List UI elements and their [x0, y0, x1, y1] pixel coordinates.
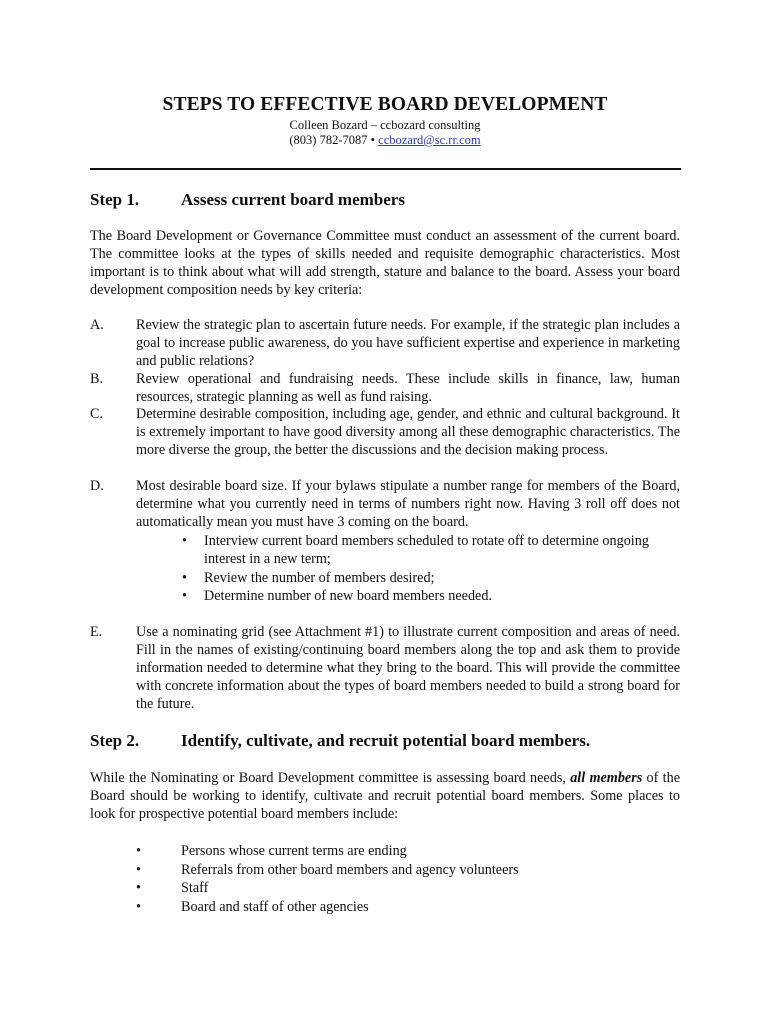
phone-number: (803) 782-7087	[289, 133, 368, 147]
bullet-icon: •	[136, 843, 141, 859]
step2-intro-before: While the Nominating or Board Development committee is assessing board needs,	[90, 770, 571, 786]
prospect-source-text: Referrals from other board members and agency volunteers	[181, 862, 519, 878]
criteria-marker: E.	[90, 624, 103, 640]
criteria-text: Determine desirable composition, including age, gender, and ethnic and cultural background. It is extremely important to have good diversity among all these demographic characteristics. The more diverse the group, the better the discussions and the decision making process.	[136, 406, 680, 458]
criteria-marker: B.	[90, 371, 104, 387]
bullet-icon: •	[182, 588, 187, 604]
criteria-marker: A.	[90, 317, 104, 333]
criteria-item-d	[90, 477, 680, 531]
prospect-source-item	[136, 898, 636, 916]
step2-heading: Identify, cultivate, and recruit potential board members.	[181, 731, 591, 750]
emphasis-text: all members	[570, 770, 643, 786]
step1-intro: The Board Development or Governance Committee must conduct an assessment of the current board. The committee looks at the types of skills needed and requisite demographic characteristics. Most important is to think about what will add strength, stature and balance to the board. Assess your board development composition needs by key criteria:	[90, 228, 680, 298]
separator-bullet: •	[370, 133, 376, 147]
step1-number: Step 1.	[90, 190, 140, 209]
document-title: STEPS TO EFFECTIVE BOARD DEVELOPMENT	[162, 94, 608, 115]
criteria-item-c	[90, 405, 680, 459]
criteria-marker: C.	[90, 406, 104, 422]
prospect-source-text: Board and staff of other agencies	[181, 899, 369, 915]
sub-bullet-text: Review the number of members desired;	[204, 570, 435, 586]
step2-number: Step 2.	[90, 731, 140, 750]
criteria-marker: D.	[90, 478, 104, 494]
prospect-source-item	[136, 879, 636, 897]
criteria-item-b	[90, 370, 680, 406]
criteria-text: Use a nominating grid (see Attachment #1) to illustrate current composition and areas of need. Fill in the names of existing/continuing board members along the top and ask them to provide information needed to determine what they bring to the board. This will provide the committee with concrete information about the types of board members needed to build a strong board for the future.	[136, 624, 680, 712]
bullet-icon: •	[182, 533, 187, 549]
criteria-text: Review the strategic plan to ascertain future needs. For example, if the strategic plan includes a goal to increase public awareness, do you have sufficient expertise and experience in marketing and public relations?	[136, 317, 680, 369]
header-divider	[90, 168, 681, 170]
sub-bullet-text: Determine number of new board members needed.	[204, 588, 492, 604]
bullet-icon: •	[136, 899, 141, 915]
bullet-icon: •	[136, 880, 141, 896]
prospect-source-item	[136, 842, 636, 860]
step1-heading: Assess current board members	[181, 190, 405, 209]
step2-intro-after: of the Board should be working to identify, cultivate and recruit potential board members. Some places to look for prospective potential board members include:	[90, 770, 680, 822]
prospect-source-text: Persons whose current terms are ending	[181, 843, 407, 859]
criteria-item-e	[90, 623, 680, 713]
sub-bullet-item	[182, 569, 680, 587]
sub-bullet-text: Interview current board members scheduled to rotate off to determine ongoing interest in a new term;	[204, 533, 649, 567]
bullet-icon: •	[136, 862, 141, 878]
contact-line	[0, 133, 770, 148]
criteria-text: Most desirable board size. If your bylaws stipulate a number range for members of the Board, determine what you currently need in terms of numbers right now. Having 3 roll off does not automatically mean you must have 3 coming on the board.	[136, 478, 680, 530]
criteria-text: Review operational and fundraising needs. These include skills in finance, law, human resources, strategic planning as well as fund raising.	[136, 371, 680, 405]
author-line: Colleen Bozard – ccbozard consulting	[289, 118, 481, 132]
email-link[interactable]: ccbozard@sc.rr.com	[378, 133, 481, 147]
bullet-icon: •	[182, 570, 187, 586]
prospect-source-text: Staff	[181, 880, 209, 896]
criteria-item-a	[90, 316, 680, 370]
step2-intro	[90, 769, 680, 823]
prospect-source-item	[136, 861, 636, 879]
sub-bullet-item	[182, 587, 680, 605]
sub-bullet-item	[182, 532, 680, 568]
